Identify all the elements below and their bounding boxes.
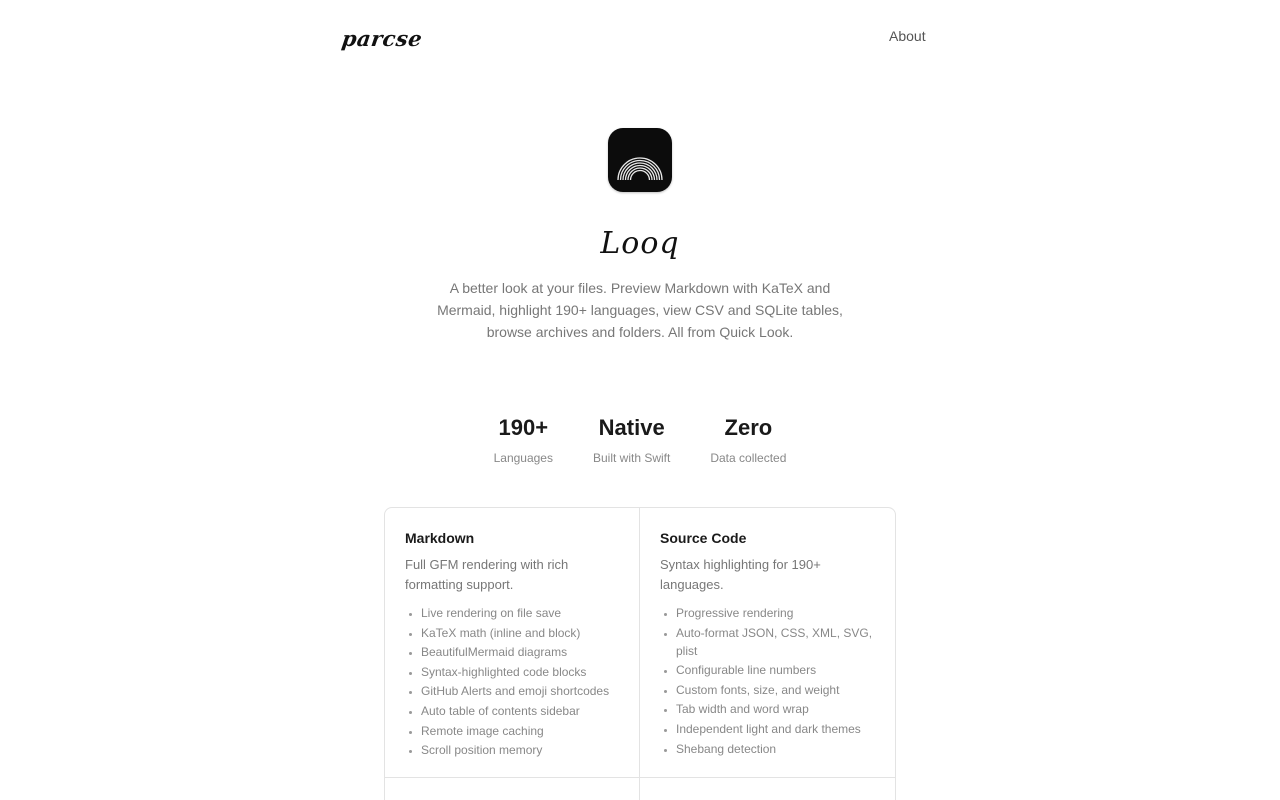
feature-card-placeholder [385,778,640,800]
rainbow-arcs-icon [608,128,672,192]
site-logo[interactable]: parcse [340,26,425,51]
features-grid [384,507,896,800]
stat-value: Native [598,415,665,440]
feature-card-markdown [385,508,640,778]
stats-row [0,414,1280,465]
list-item: • Auto-format JSON, CSS, XML, SVG, plist [676,624,875,660]
list-item: • GitHub Alerts and emoji shortcodes [421,682,619,700]
list-item: • Progressive rendering [676,604,875,622]
list-item: • Auto table of contents sidebar [421,702,619,720]
feature-list [660,604,875,758]
stat-native [593,414,670,465]
stat-label: Languages [493,451,553,465]
list-item: • Tab width and word wrap [676,700,875,718]
app-name: Looq [600,226,680,261]
list-item: • Remote image caching [421,722,619,740]
feature-card-source-code [640,508,895,778]
list-item: • Live rendering on file save [421,604,619,622]
feature-list [405,604,619,759]
stat-languages [494,414,553,465]
app-tagline: A better look at your files. Preview Markdown with KaTeX and Mermaid, highlight 190+ languages, view CSV and SQLite tables, browse archives and folders. All from Quick Look. [437,280,843,340]
list-item: • BeautifulMermaid diagrams [421,643,619,661]
stat-value: Zero [724,415,773,440]
feature-description: Full GFM rendering with rich formatting support. [405,557,569,592]
list-item: • Shebang detection [676,740,875,758]
feature-card-placeholder [640,778,895,800]
stat-label: Data collected [710,451,787,465]
feature-title: Source Code [660,530,747,546]
list-item: • Scroll position memory [421,741,619,759]
list-item: • Syntax-highlighted code blocks [421,663,619,681]
stat-privacy [710,414,786,465]
list-item: • Configurable line numbers [676,661,875,679]
list-item: • Custom fonts, size, and weight [676,681,875,699]
nav-link-about[interactable]: About [889,28,926,44]
list-item: • KaTeX math (inline and block) [421,624,619,642]
list-item: • Independent light and dark themes [676,720,875,738]
stat-label: Built with Swift [592,451,671,465]
feature-description: Syntax highlighting for 190+ languages. [660,557,821,592]
feature-title: Markdown [405,530,475,546]
stat-value: 190+ [498,415,549,440]
